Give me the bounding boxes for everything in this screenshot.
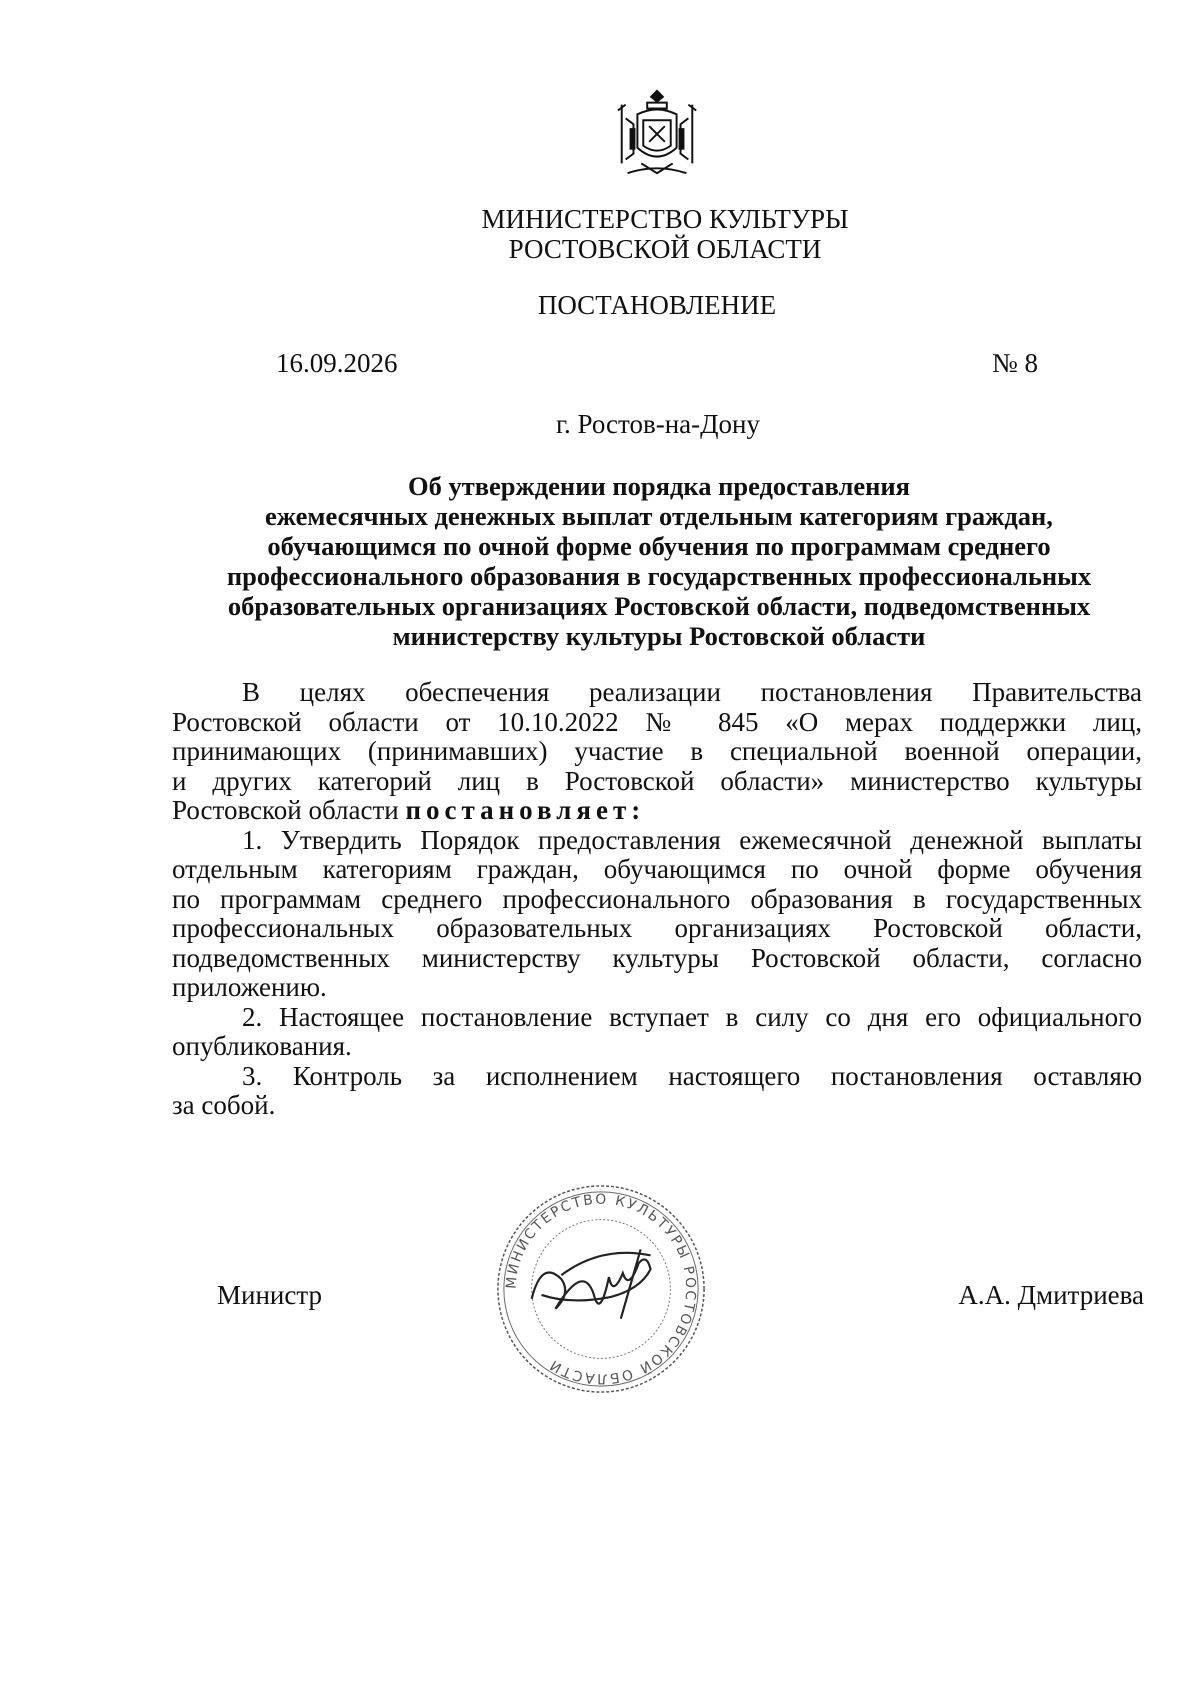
document-body — [172, 678, 1142, 1121]
document-date: 16.09.2026 — [276, 348, 398, 378]
title-line: обучающимся по очной форме обучения по программам среднего — [267, 531, 1051, 561]
preamble-line: и других категорий лиц в Ростовской области» министерство культуры — [172, 765, 1142, 796]
item1-line: 1. Утвердить Порядок предоставления ежемесячной денежной выплаты — [242, 824, 1142, 855]
official-seal-icon — [492, 1180, 710, 1398]
item1-line: профессиональных образовательных организациях Ростовской области, — [172, 913, 1142, 943]
coat-of-arms-icon — [608, 84, 706, 184]
document-number: № 8 — [991, 348, 1038, 378]
item1-line: по программам среднего профессионального образования в государственных — [172, 883, 1142, 914]
signatory-name: А.А. Дмитриева — [958, 1280, 1144, 1310]
document-title — [170, 471, 1148, 651]
title-line: Об утверждении порядка предоставления — [407, 471, 910, 501]
document-type: ПОСТАНОВЛЕНИЕ — [537, 290, 777, 320]
preamble-line: В целях обеспечения реализации постановления Правительства — [242, 677, 1142, 707]
preamble-line: Ростовской области от 10.10.2022 № 845 «О мерах поддержки лиц, — [172, 706, 1142, 737]
title-line: ежемесячных денежных выплат отдельным категориям граждан, — [265, 501, 1053, 531]
title-line: образовательных организациях Ростовской области, подведомственных — [227, 591, 1091, 621]
item2-last-line: опубликования. — [172, 1031, 352, 1061]
signature-mark — [532, 1249, 651, 1318]
org-name-line2: РОСТОВСКОЙ ОБЛАСТИ — [508, 234, 822, 264]
title-line: министерству культуры Ростовской области — [392, 621, 926, 651]
org-name-line1: МИНИСТЕРСТВО КУЛЬТУРЫ — [481, 204, 849, 234]
title-line: профессионального образования в государственных профессиональных — [226, 561, 1092, 591]
item3-line: 3. Контроль за исполнением настоящего постановления оставляю — [242, 1060, 1142, 1091]
preamble-last-text: Ростовской области — [172, 795, 399, 825]
preamble-line: принимающих (принимавших) участие в специальной военной операции, — [172, 736, 1142, 766]
item1-line: отдельным категориям граждан, обучающимся по очной форме обучения — [172, 854, 1142, 884]
preamble-last-line — [172, 796, 1142, 826]
document-city: г. Ростов-на-Дону — [555, 409, 760, 439]
item2-line: 2. Настоящее постановление вступает в силу со дня его официального — [242, 1001, 1142, 1032]
seal-ring-text: МИНИСТЕРСТВО КУЛЬТУРЫ РОСТОВСКОЙ ОБЛАСТИ — [503, 1191, 699, 1387]
signatory-position: Министр — [217, 1280, 322, 1310]
svg-text:МИНИСТЕРСТВО КУЛЬТУРЫ РОСТОВСК — [504, 1192, 699, 1387]
decree-word: постановляет: — [405, 795, 646, 825]
item3-last-line: за собой. — [172, 1090, 276, 1120]
item1-line: подведомственных министерству культуры Ростовской области, согласно — [172, 942, 1142, 973]
item1-last-line: приложению. — [172, 972, 327, 1002]
